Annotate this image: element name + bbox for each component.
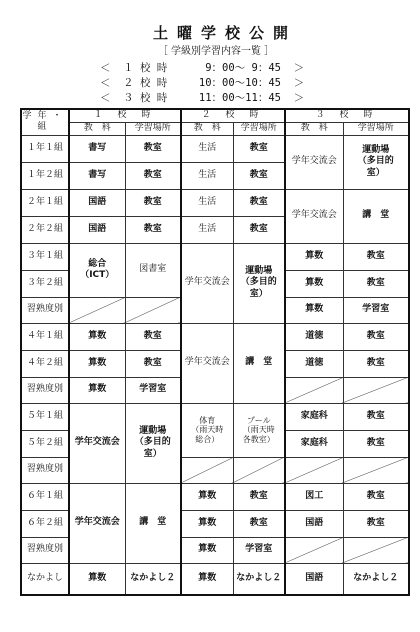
subject-cell: 体育 （雨天時 総合） (181, 403, 233, 457)
class-label: ５年１組 (21, 403, 69, 430)
place-cell: 教室 (125, 189, 181, 216)
empty-cell (285, 457, 343, 483)
subject-cell: 算数 (181, 537, 233, 563)
header-subject: 教 科 (69, 122, 125, 135)
place-cell: 教室 (125, 135, 181, 162)
class-label: なかよし (21, 563, 69, 595)
header-place: 学習場所 (233, 122, 285, 135)
subject-cell: 算数 (285, 243, 343, 270)
class-label: ６年１組 (21, 483, 69, 510)
place-cell: 運動場 （多目的 室） (343, 135, 409, 189)
class-label: １年２組 (21, 162, 69, 189)
place-cell: 運動場 （多目的 室） (233, 243, 285, 323)
subject-cell: 生活 (181, 162, 233, 189)
period-2-time: ＜ ２ 校 時 10：00～10：45 ＞ (100, 77, 305, 89)
subject-cell: 国語 (69, 216, 125, 243)
class-label: 習熟度別 (21, 457, 69, 483)
place-cell: 教室 (125, 216, 181, 243)
place-cell: なかよし２ (125, 563, 181, 595)
place-cell: 教室 (343, 323, 409, 350)
place-cell: 教室 (233, 189, 285, 216)
place-cell: 教室 (125, 350, 181, 377)
subject-cell: 学年交流会 (285, 189, 343, 243)
header-place: 学習場所 (125, 122, 181, 135)
header-period-3: ３ 校 時 (285, 109, 409, 122)
subject-cell: 家庭科 (285, 430, 343, 457)
place-cell: 講 堂 (343, 189, 409, 243)
class-label: ５年２組 (21, 430, 69, 457)
place-cell: なかよし２ (343, 563, 409, 595)
place-cell: 教室 (343, 483, 409, 510)
place-cell: 教室 (125, 323, 181, 350)
subject-cell: 道徳 (285, 350, 343, 377)
header-period-2: ２ 校 時 (181, 109, 285, 122)
subject-cell: 算数 (69, 377, 125, 403)
empty-cell (125, 297, 181, 323)
place-cell: 教室 (233, 483, 285, 510)
class-label: ２年１組 (21, 189, 69, 216)
place-cell: 教室 (343, 510, 409, 537)
place-cell: 学習室 (125, 377, 181, 403)
subject-cell: 生活 (181, 216, 233, 243)
subject-cell: 算数 (181, 563, 233, 595)
page-subtitle: ［ 学級別学習内容一覧 ］ (157, 46, 275, 57)
subject-cell: 道徳 (285, 323, 343, 350)
empty-cell (285, 537, 343, 563)
class-label: 習熟度別 (21, 377, 69, 403)
subject-cell: 国語 (285, 510, 343, 537)
empty-cell (343, 537, 409, 563)
place-cell: 学習室 (233, 537, 285, 563)
subject-cell: 学年交流会 (181, 243, 233, 323)
place-cell: 教室 (125, 162, 181, 189)
place-cell: 教室 (343, 430, 409, 457)
empty-cell (233, 457, 285, 483)
class-label: ３年１組 (21, 243, 69, 270)
subject-cell: 学年交流会 (181, 323, 233, 403)
subject-cell: 生活 (181, 189, 233, 216)
class-label: １年１組 (21, 135, 69, 162)
subject-cell: 算数 (69, 350, 125, 377)
header-subject: 教 科 (181, 122, 233, 135)
header-place: 学習場所 (343, 122, 409, 135)
class-label: ３年２組 (21, 270, 69, 297)
subject-cell: 学年交流会 (285, 135, 343, 189)
place-cell: 教室 (343, 350, 409, 377)
empty-cell (181, 457, 233, 483)
subject-cell: 学年交流会 (69, 483, 125, 563)
subject-cell: 図工 (285, 483, 343, 510)
period-1-time: ＜ １ 校 時 9：00～ 9：45 ＞ (100, 62, 305, 74)
empty-cell (343, 377, 409, 403)
place-cell: 図書室 (125, 243, 181, 297)
class-label: ４年１組 (21, 323, 69, 350)
subject-cell: 家庭科 (285, 403, 343, 430)
subject-cell: 総合 （ICT） (69, 243, 125, 297)
class-label: 習熟度別 (21, 537, 69, 563)
place-cell: 教室 (233, 162, 285, 189)
place-cell: 運動場 （多目的 室） (125, 403, 181, 483)
subject-cell: 学年交流会 (69, 403, 125, 483)
class-label: ６年２組 (21, 510, 69, 537)
page-title: 土曜学校公開 (152, 24, 297, 42)
place-cell: 教室 (343, 403, 409, 430)
header-class: 学年・組 (21, 109, 69, 135)
place-cell: 教室 (343, 270, 409, 297)
place-cell: プール （雨天時 各教室） (233, 403, 285, 457)
subject-cell: 書写 (69, 162, 125, 189)
subject-cell: 国語 (69, 189, 125, 216)
empty-cell (69, 297, 125, 323)
subject-cell: 算数 (69, 563, 125, 595)
header-period-1: １ 校 時 (69, 109, 181, 122)
empty-cell (285, 377, 343, 403)
subject-cell: 算数 (285, 297, 343, 323)
place-cell: なかよし２ (233, 563, 285, 595)
empty-cell (343, 457, 409, 483)
place-cell: 学習室 (343, 297, 409, 323)
period-3-time: ＜ ３ 校 時 11：00～11：45 ＞ (100, 92, 305, 104)
subject-cell: 生活 (181, 135, 233, 162)
header-subject: 教 科 (285, 122, 343, 135)
subject-cell: 算数 (69, 323, 125, 350)
subject-cell: 算数 (181, 483, 233, 510)
subject-cell: 書写 (69, 135, 125, 162)
place-cell: 教室 (233, 510, 285, 537)
subject-cell: 算数 (181, 510, 233, 537)
place-cell: 教室 (343, 243, 409, 270)
class-label: 習熟度別 (21, 297, 69, 323)
place-cell: 教室 (233, 216, 285, 243)
schedule-table (20, 108, 410, 596)
class-label: ２年２組 (21, 216, 69, 243)
place-cell: 講 堂 (233, 323, 285, 403)
class-label: ４年２組 (21, 350, 69, 377)
subject-cell: 国語 (285, 563, 343, 595)
place-cell: 講 堂 (125, 483, 181, 563)
place-cell: 教室 (233, 135, 285, 162)
subject-cell: 算数 (285, 270, 343, 297)
